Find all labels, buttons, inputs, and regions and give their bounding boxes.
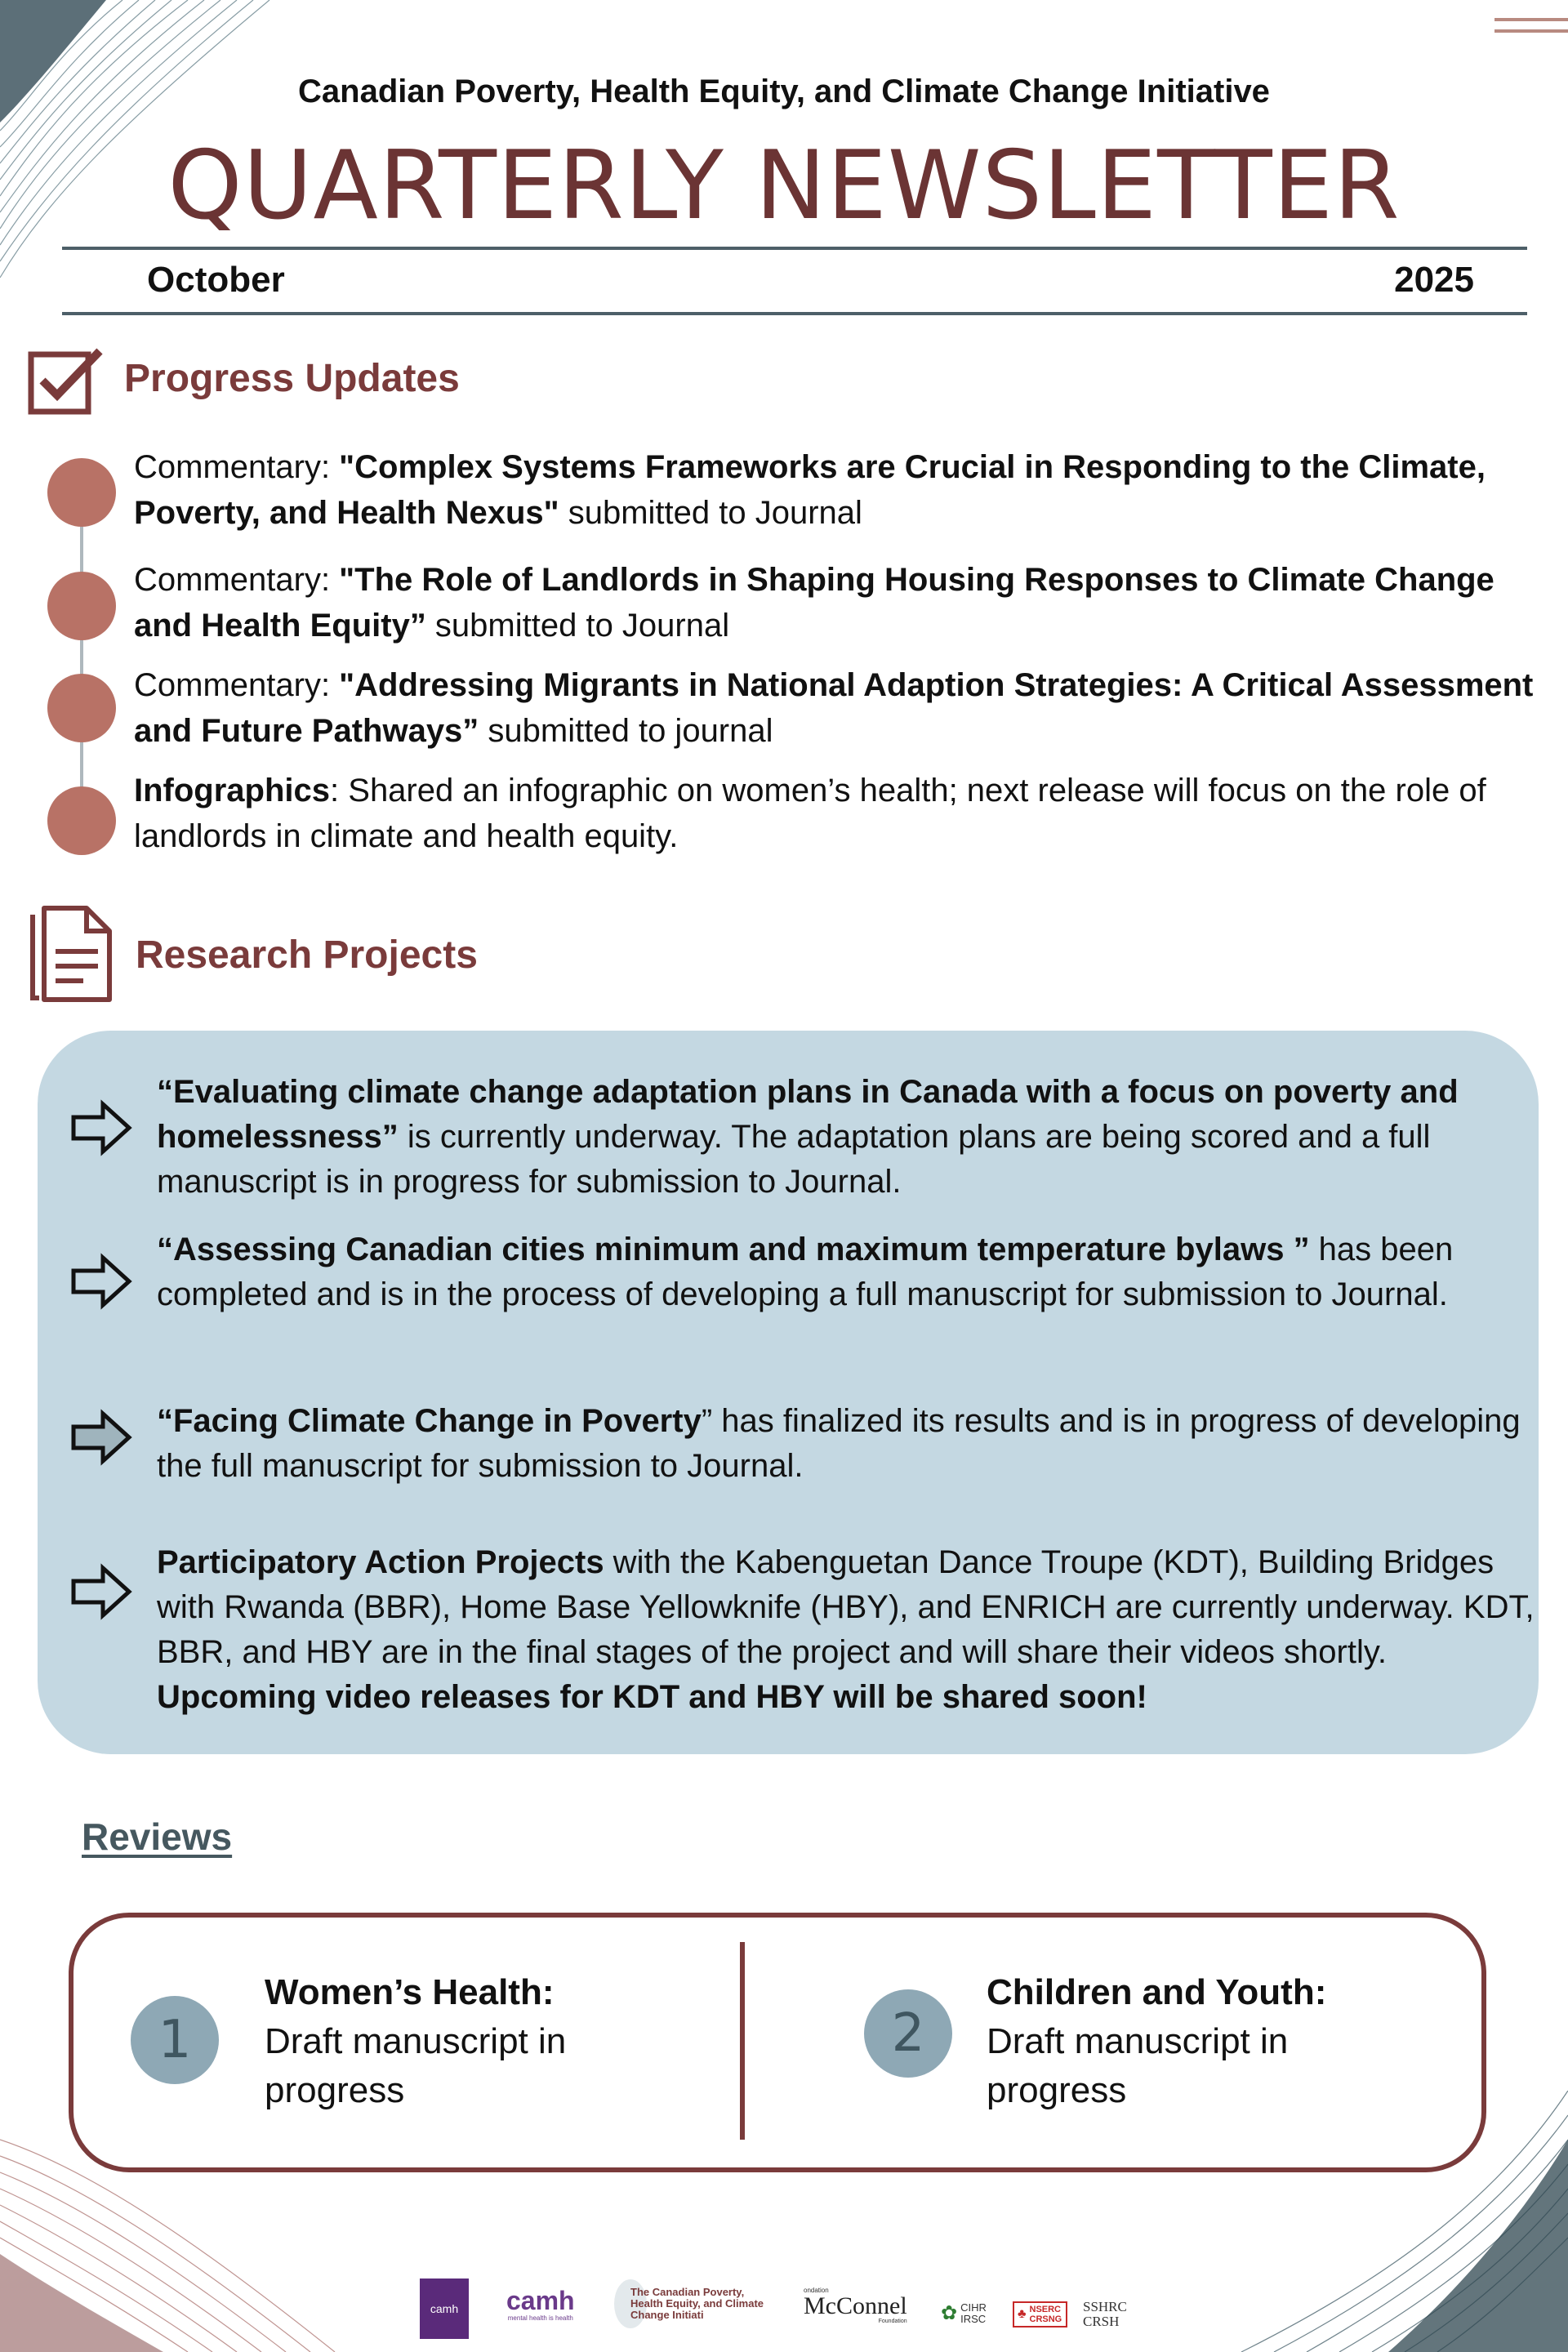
review-status: Draft manuscript in progress [265,2021,567,2110]
arrow-right-icon [70,1563,132,1620]
nserc-logo: ♣ NSERC CRSNG [1013,2301,1067,2328]
progress-item: Infographics: Shared an infographic on women’s health; next release will focus on the role of landlords in climate and health equity. [134,773,1486,854]
review-heading: Children and Youth: [987,1972,1327,2012]
camh-logo: camh mental health is health [506,2286,575,2322]
review-number-badge: 2 [864,1989,952,2078]
arrow-right-icon [70,1409,132,1466]
arrow-right-icon [70,1253,132,1310]
mcconnell-logo: ondation McConnel Foundation [804,2287,907,2324]
header-rule-top [62,247,1527,250]
organization-name: Canadian Poverty, Health Equity, and Climate Change Initiative [298,74,1270,109]
timeline-dot [47,786,116,855]
research-project-item: “Facing Climate Change in Poverty” has finalized its results and is in progress of developing the full manuscript for submission to Journal. [157,1403,1521,1484]
research-projects-title: Research Projects [136,933,478,977]
progress-updates-title: Progress Updates [124,357,460,400]
review-number-badge: 1 [131,1996,219,2084]
review-heading: Women’s Health: [265,1972,555,2012]
progress-item: Commentary: "The Role of Landlords in Shaping Housing Responses to Climate Change and Health Equity” submitted to Journal [134,562,1494,644]
reviews-title: Reviews [82,1815,233,1858]
cihr-logo: ✿ CIHR IRSC [941,2301,987,2325]
newsletter-title: QUARTERLY NEWSLETTER [167,131,1401,241]
menu-lines-decoration [1494,18,1568,38]
review-item [987,1968,1379,2115]
progress-item: Commentary: "Addressing Migrants in National Adaption Strategies: A Critical Assessment and Future Pathways” submitted to journal [134,667,1534,749]
camh-box-logo: camh [420,2278,469,2339]
review-status: Draft manuscript in progress [987,2021,1289,2110]
sshrc-logo: SSHRC CRSH [1083,2299,1127,2329]
cphcc-logo: The Canadian Poverty, Health Equity, and Climate Change Initiati [614,2274,769,2334]
timeline-line [80,490,83,817]
timeline-dot [47,458,116,527]
review-item [265,1968,657,2115]
timeline-dot [47,572,116,640]
document-icon [28,903,114,1003]
research-project-item: “Assessing Canadian cities minimum and maximum temperature bylaws ” has been completed and is in the process of developing a full manuscript for submission to Journal. [157,1232,1454,1312]
timeline-dot [47,674,116,742]
issue-year: 2025 [1394,260,1474,300]
arrow-right-icon [70,1099,132,1156]
issue-month: October [147,260,285,300]
reviews-divider [740,1942,745,2140]
header-rule-bottom [62,312,1527,315]
progress-item: Commentary: "Complex Systems Frameworks are Crucial in Responding to the Climate, Poverty, and Health Nexus" submitted to Journal [134,449,1486,531]
research-project-item: “Evaluating climate change adaptation plans in Canada with a focus on poverty and homelessness” is currently underway. The adaptation plans are being scored and a full manuscript is in progress for submission to Journal. [157,1074,1459,1200]
checkbox-icon [28,346,106,416]
research-project-item: Participatory Action Projects with the Kabenguetan Dance Troupe (KDT), Building Bridges with Rwanda (BBR), Home Base Yellowknife (HBY), and ENRICH are currently underway. KDT, BBR, and HBY are in the final stages of the project and will share their videos shortly. Upcoming video releases for KDT and HBY will be shared soon! [157,1544,1535,1715]
